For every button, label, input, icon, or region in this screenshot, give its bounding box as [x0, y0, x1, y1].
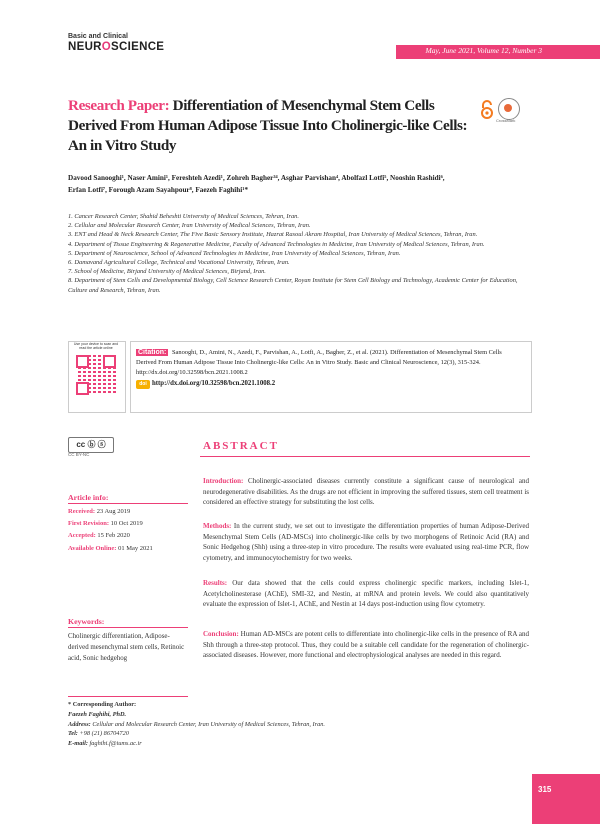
corresponding-heading: * Corresponding Author:	[68, 701, 137, 708]
received-date	[68, 506, 153, 518]
date-label: Available Online:	[68, 544, 117, 552]
page-number-band	[532, 774, 600, 824]
date-value: 01 May 2021	[116, 544, 153, 552]
qr-corner-icon	[76, 382, 89, 395]
qr-corner-icon	[103, 355, 116, 368]
doi-link[interactable]: http://dx.doi.org/10.32598/bcn.2021.1008.2	[152, 380, 276, 387]
doi-icon: doi	[136, 380, 150, 389]
author-list	[68, 172, 528, 196]
abstract-results	[203, 578, 529, 610]
section-label: Introduction:	[203, 477, 244, 485]
section-text: Human AD-MSCs are potent cells to differentiate into cholinergic-like cells in the presence of RA and Shh through a three-step protocol. Thus, they could be a suitable cell candidate for the regeneration of cholinergic-associated diseases. However, more functional and electrophysiological analyses are needed in this regard.	[203, 630, 529, 659]
logo-o: O	[101, 41, 112, 53]
paper-title-text: Differentiation of Mesenchymal Stem Cells Derived From Human Adipose Tissue Into Cholinergic-like Cells: An in Vitro Study	[68, 97, 468, 154]
date-value: 10 Oct 2019	[108, 520, 143, 528]
abstract-divider	[200, 456, 530, 457]
corresponding-divider	[68, 696, 188, 697]
section-label: Results:	[203, 579, 228, 587]
abstract-heading: ABSTRACT	[203, 440, 279, 452]
paper-type-label: Research Paper:	[68, 97, 170, 114]
author-line: Davood Sanooghi¹, Naser Amini¹, Fereshteh Azedi¹, Zohreh Bagher³⁴, Asghar Parvishan⁴, Abolfazl Lotfi⁵, Nooshin Rashidi⁶,	[68, 174, 445, 182]
keywords-heading: Keywords:	[68, 617, 105, 626]
qr-corner-icon	[76, 355, 89, 368]
section-label: Conclusion:	[203, 630, 239, 638]
journal-logo	[68, 41, 164, 53]
open-access-icon	[480, 100, 494, 119]
affiliation-item: 1. Cancer Research Center, Shahid Beheshti University of Medical Sciences, Tehran, Iran.	[68, 213, 299, 220]
email-label: E-mail:	[68, 740, 88, 748]
revision-date	[68, 518, 153, 530]
cc-license-label: CC BY-NC	[68, 452, 90, 457]
citation-body: Sanooghi, D., Amini, N., Azedi, F., Parvishan, A., Lotfi, A., Bagher, Z., et al. (2021). Differentiation of Mesenchymal Stem Cells Derived From Human Adipose Tissue Into Cholinergic-like Cells: An in Vitro Study. Basic and Clinical Neuroscience, 12(3), 315-324. http://dx.doi.org/10.32598/bcn.2021.1008.2	[136, 349, 502, 376]
citation-label: Citation:	[138, 349, 167, 356]
section-label: Methods:	[203, 522, 232, 530]
section-text: Cholinergic-associated diseases currently constitute a significant cause of neurological and neurodegenerative disabilities. As the drugs are not efficient in improving the suffered tissues, stem cell treatment is considered an effective strategy for substituting the lost cells.	[203, 477, 529, 506]
keywords-divider	[68, 627, 188, 628]
abstract-introduction	[203, 476, 529, 508]
online-date	[68, 543, 153, 555]
affiliation-item: 6. Damavand Agricultural College, Technical and Vocational University, Tehran, Iran.	[68, 259, 290, 267]
affiliation-item: 4. Department of Tissue Engineering & Regenerative Medicine, Faculty of Advanced Technologies in Medicine, Iran University of Medical Sciences, Tehran, Iran.	[68, 240, 485, 248]
date-value: 23 Aug 2019	[95, 508, 131, 515]
keywords-list: Cholinergic differentiation, Adipose-derived mesenchymal stem cells, Retinoic acid, Sonic hedgehog	[68, 633, 185, 662]
abstract-conclusion	[203, 629, 529, 661]
logo-part: SCIENCE	[111, 41, 165, 53]
issue-band	[396, 45, 600, 59]
email-link[interactable]: faghihi.f@iums.ac.ir	[87, 740, 142, 748]
logo-part: NEUR	[68, 41, 102, 53]
affiliations	[68, 212, 536, 295]
date-label: First Revision:	[68, 520, 109, 528]
affiliation-item: 7. School of Medicine, Birjand University of Medical Sciences, Birjand, Iran.	[68, 268, 266, 276]
article-info-divider	[68, 503, 188, 504]
affiliation-item: 8. Department of Stem Cells and Developmental Biology, Cell Science Research Center, Royan Institute for Stem Cell Biology and Technology, Academic Center for Education, Culture and Research, Tehran, Iran.	[68, 277, 518, 294]
paper-title	[68, 96, 478, 156]
affiliation-item: 2. Cellular and Molecular Research Center, Iran University of Medical Sciences, Tehran, Iran.	[68, 222, 311, 230]
section-text: In the current study, we set out to investigate the differentiation properties of human Adipose-Derived Mesenchymal Stem Cells (AD-MSCs) into cholinergic-like cells by two morphogens of Retinoic Acid (RA) and Sonic Hedgehog (Shh) using a three-step in vitro procedure. The results were evaluated using real-time PCR, flow cytometry, and immunocytochemistry for two weeks.	[203, 522, 529, 562]
affiliation-item: 5. Department of Neuroscience, School of Advanced Technologies in Medicine, Iran University of Medical Sciences, Tehran, Iran.	[68, 249, 401, 257]
date-value: 15 Feb 2020	[95, 532, 130, 540]
address-value: Cellular and Molecular Research Center, Iran University of Medical Sciences, Tehran, Iran.	[90, 720, 325, 728]
article-info-dates	[68, 506, 153, 555]
citation-text	[136, 348, 520, 378]
corresponding-name: Faezeh Faghihi, PhD.	[68, 710, 127, 718]
tel-label: Tel:	[68, 730, 78, 738]
accepted-date	[68, 530, 153, 542]
corresponding-author	[68, 700, 488, 749]
address-label: Address:	[68, 720, 91, 728]
affiliation-item: 3. ENT and Head & Neck Research Center, The Five Basic Sensory Institute, Hazrat Rasoul Akram Hospital, Iran University of Medical Sciences, Tehran, Iran.	[68, 231, 478, 239]
article-info-heading: Article info:	[68, 493, 109, 502]
author-line: Erfan Lotfi⁷, Forough Azam Sayahpour⁸, Faezeh Faghihi¹*	[68, 186, 249, 194]
journal-logo-top: Basic and Clinical	[68, 33, 128, 40]
abstract-methods	[203, 521, 529, 563]
crossmark-icon[interactable]	[498, 98, 520, 120]
date-label: Accepted:	[68, 532, 96, 540]
crossmark-label: CrossMark	[496, 118, 516, 123]
section-text: Our data showed that the cells could express cholinergic specific markers, including Islet-1, Acetylcholinesterase (AChE), SMI-32, and Nestin, at mRNA and protein levels. We could also quantitatively evaluate the expression of Islet-1, AChE, and Nestin at 14 days post-induction using flow cytometry.	[203, 579, 529, 608]
page-number: 315	[538, 785, 552, 794]
cc-license-icon[interactable]: cc ⓑ ⓢ	[68, 437, 114, 453]
date-label: Received:	[68, 508, 96, 515]
qr-caption: Use your device to scan and read the article online	[73, 342, 119, 350]
tel-value: +98 (21) 86704720	[77, 730, 129, 738]
issue-info: May, June 2021, Volume 12, Number 3	[425, 46, 542, 55]
